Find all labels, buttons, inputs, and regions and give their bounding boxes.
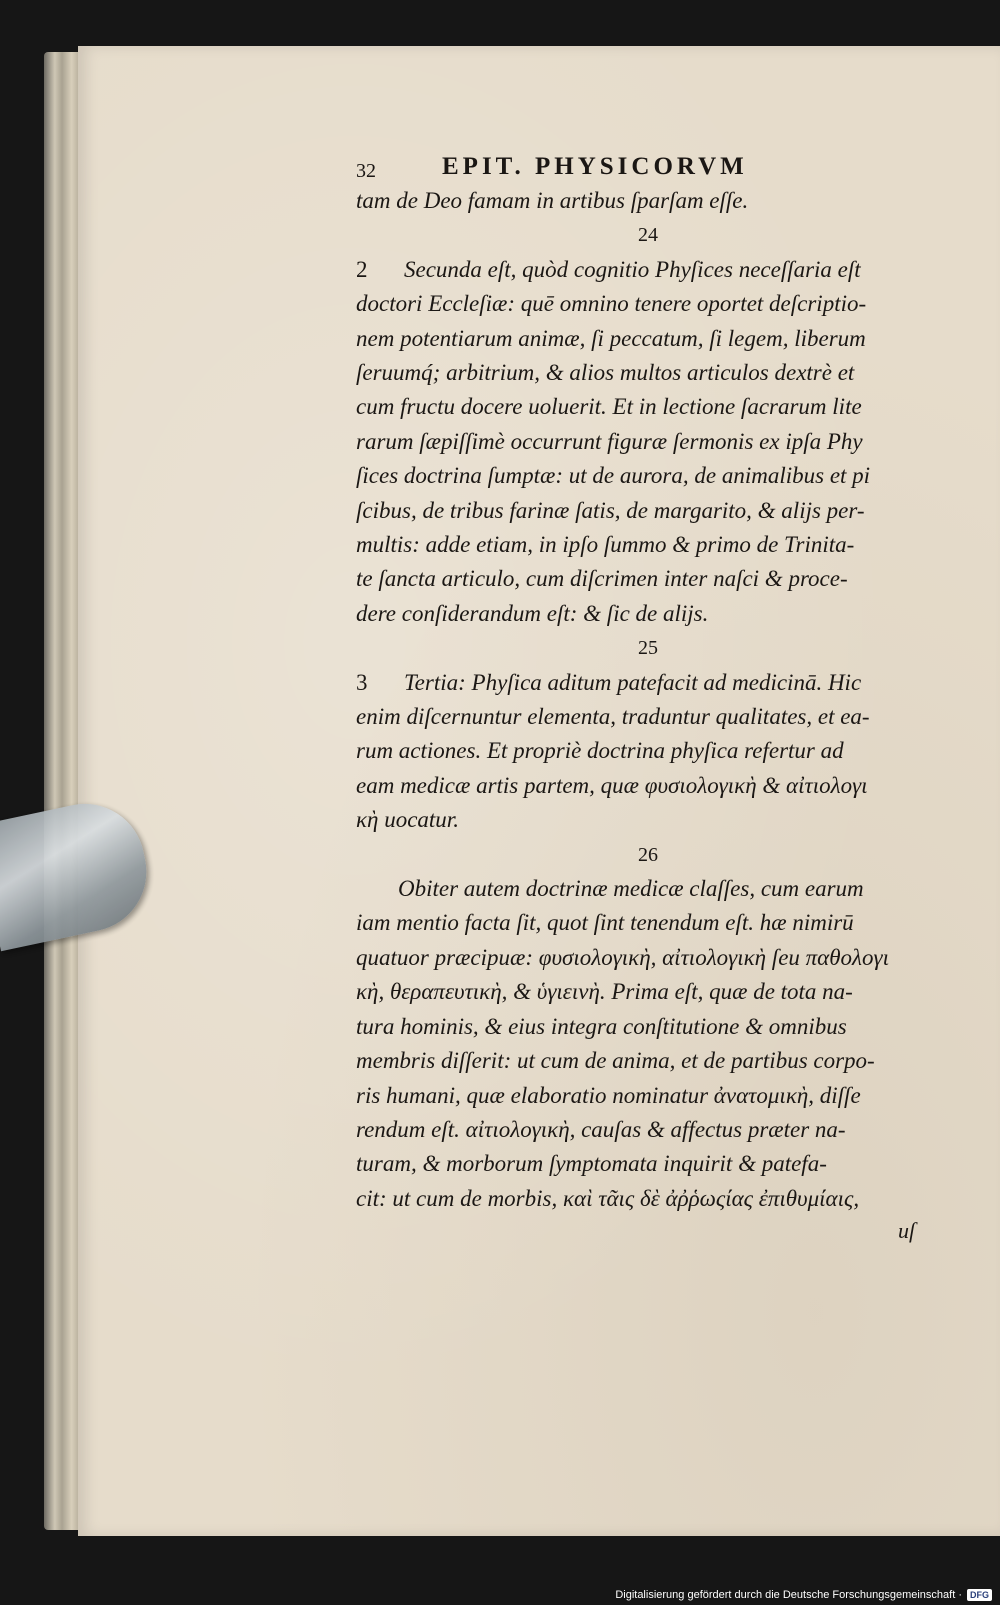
- section-number: 26: [638, 843, 658, 866]
- text-line: κὴ, θεραπευτικὴ, & ὑγιεινὴ. Prima eſt, quæ de tota na-: [356, 979, 853, 1005]
- text-line: membris diſſerit: ut cum de anima, et de partibus corpo-: [356, 1048, 875, 1074]
- text-line: κὴ uocatur.: [356, 807, 459, 833]
- text-line: 2 Secunda eſt, quòd cognitio Phyſices neceſſaria eſt: [356, 253, 940, 287]
- dfg-logo: DFG: [967, 1589, 992, 1601]
- continuation-line: tam de Deo famam in artibus ſparſam eſſe.: [356, 188, 749, 213]
- paragraph-number: 3: [356, 669, 368, 695]
- text-line: doctori Eccleſiæ: quē omnino tenere oportet deſcriptio-: [356, 291, 867, 317]
- text-line: multis: adde etiam, in ipſo ſummo & primo de Trinita-: [356, 532, 855, 558]
- text-line: cit: ut cum de morbis, καὶ τᾶις δὲ ἀῤῥωςίας ἐπιθυμίαις,: [356, 1185, 860, 1211]
- text-line: iam mentio facta ſit, quot ſint tenendum eſt. hæ nimirū: [356, 910, 854, 936]
- text-line: rum actiones. Et propriè doctrina phyſica refertur ad: [356, 738, 844, 764]
- section-number: 24: [638, 224, 658, 247]
- text-line: ſeruumq́; arbitrium, & alios multos articulos dextrè et: [356, 360, 855, 386]
- text-line: cum fructu docere uoluerit. Et in lectione ſacrarum lite: [356, 394, 862, 420]
- text-line: tura hominis, & eius integra conſtitutione & omnibus: [356, 1013, 847, 1039]
- text-line: rendum eſt. αἰτιολογικὴ, cauſas & affectus præter na-: [356, 1116, 846, 1142]
- text-line: 3 Tertia: Phyſica aditum patefacit ad medicinā. Hic: [356, 666, 940, 700]
- running-head: [356, 150, 940, 184]
- text-line: turam, & morborum ſymptomata inquirit & patefa-: [356, 1151, 827, 1177]
- credit-text: Digitalisierung gefördert durch die Deutsche Forschungsgemeinschaft ·: [615, 1589, 962, 1601]
- text-line: nem potentiarum animæ, ſi peccatum, ſi legem, liberum: [356, 325, 866, 351]
- digitization-credit: [615, 1589, 992, 1601]
- running-title: EPIT. PHYSICORVM: [442, 153, 748, 180]
- section-number: 25: [638, 637, 658, 660]
- text-line: ris humani, quæ elaboratio nominatur ἀνατομικὴ, diſſe: [356, 1082, 861, 1108]
- text-line: ſcibus, de tribus farinæ ſatis, de margarito, & alijs per-: [356, 497, 865, 523]
- text-line: rarum ſæpiſſimè occurrunt figuræ ſermonis ex ipſa Phy: [356, 428, 863, 454]
- text-line: eam medicæ artis partem, quæ φυσιολογικὴ & αἰτιολογι: [356, 772, 868, 798]
- text-line: dere conſiderandum eſt: & ſic de alijs.: [356, 600, 709, 626]
- paragraph-number: 2: [356, 256, 368, 282]
- folio-number: 32: [356, 160, 376, 182]
- text-line: quatuor præcipuæ: φυσιολογικὴ, αἰτιολογικὴ ſeu παθολογι: [356, 944, 889, 970]
- text-line: te ſancta articulo, cum diſcrimen inter naſci & proce-: [356, 566, 848, 592]
- text-line: ſices doctrina ſumptæ: ut de aurora, de animalibus et pi: [356, 463, 871, 489]
- text-line: enim diſcernuntur elementa, traduntur qualitates, et ea-: [356, 704, 870, 730]
- text-block: [356, 150, 940, 1216]
- text-line: Obiter autem doctrinæ medicæ claſſes, cum earum: [398, 876, 864, 902]
- catchword: uſ: [898, 1218, 916, 1243]
